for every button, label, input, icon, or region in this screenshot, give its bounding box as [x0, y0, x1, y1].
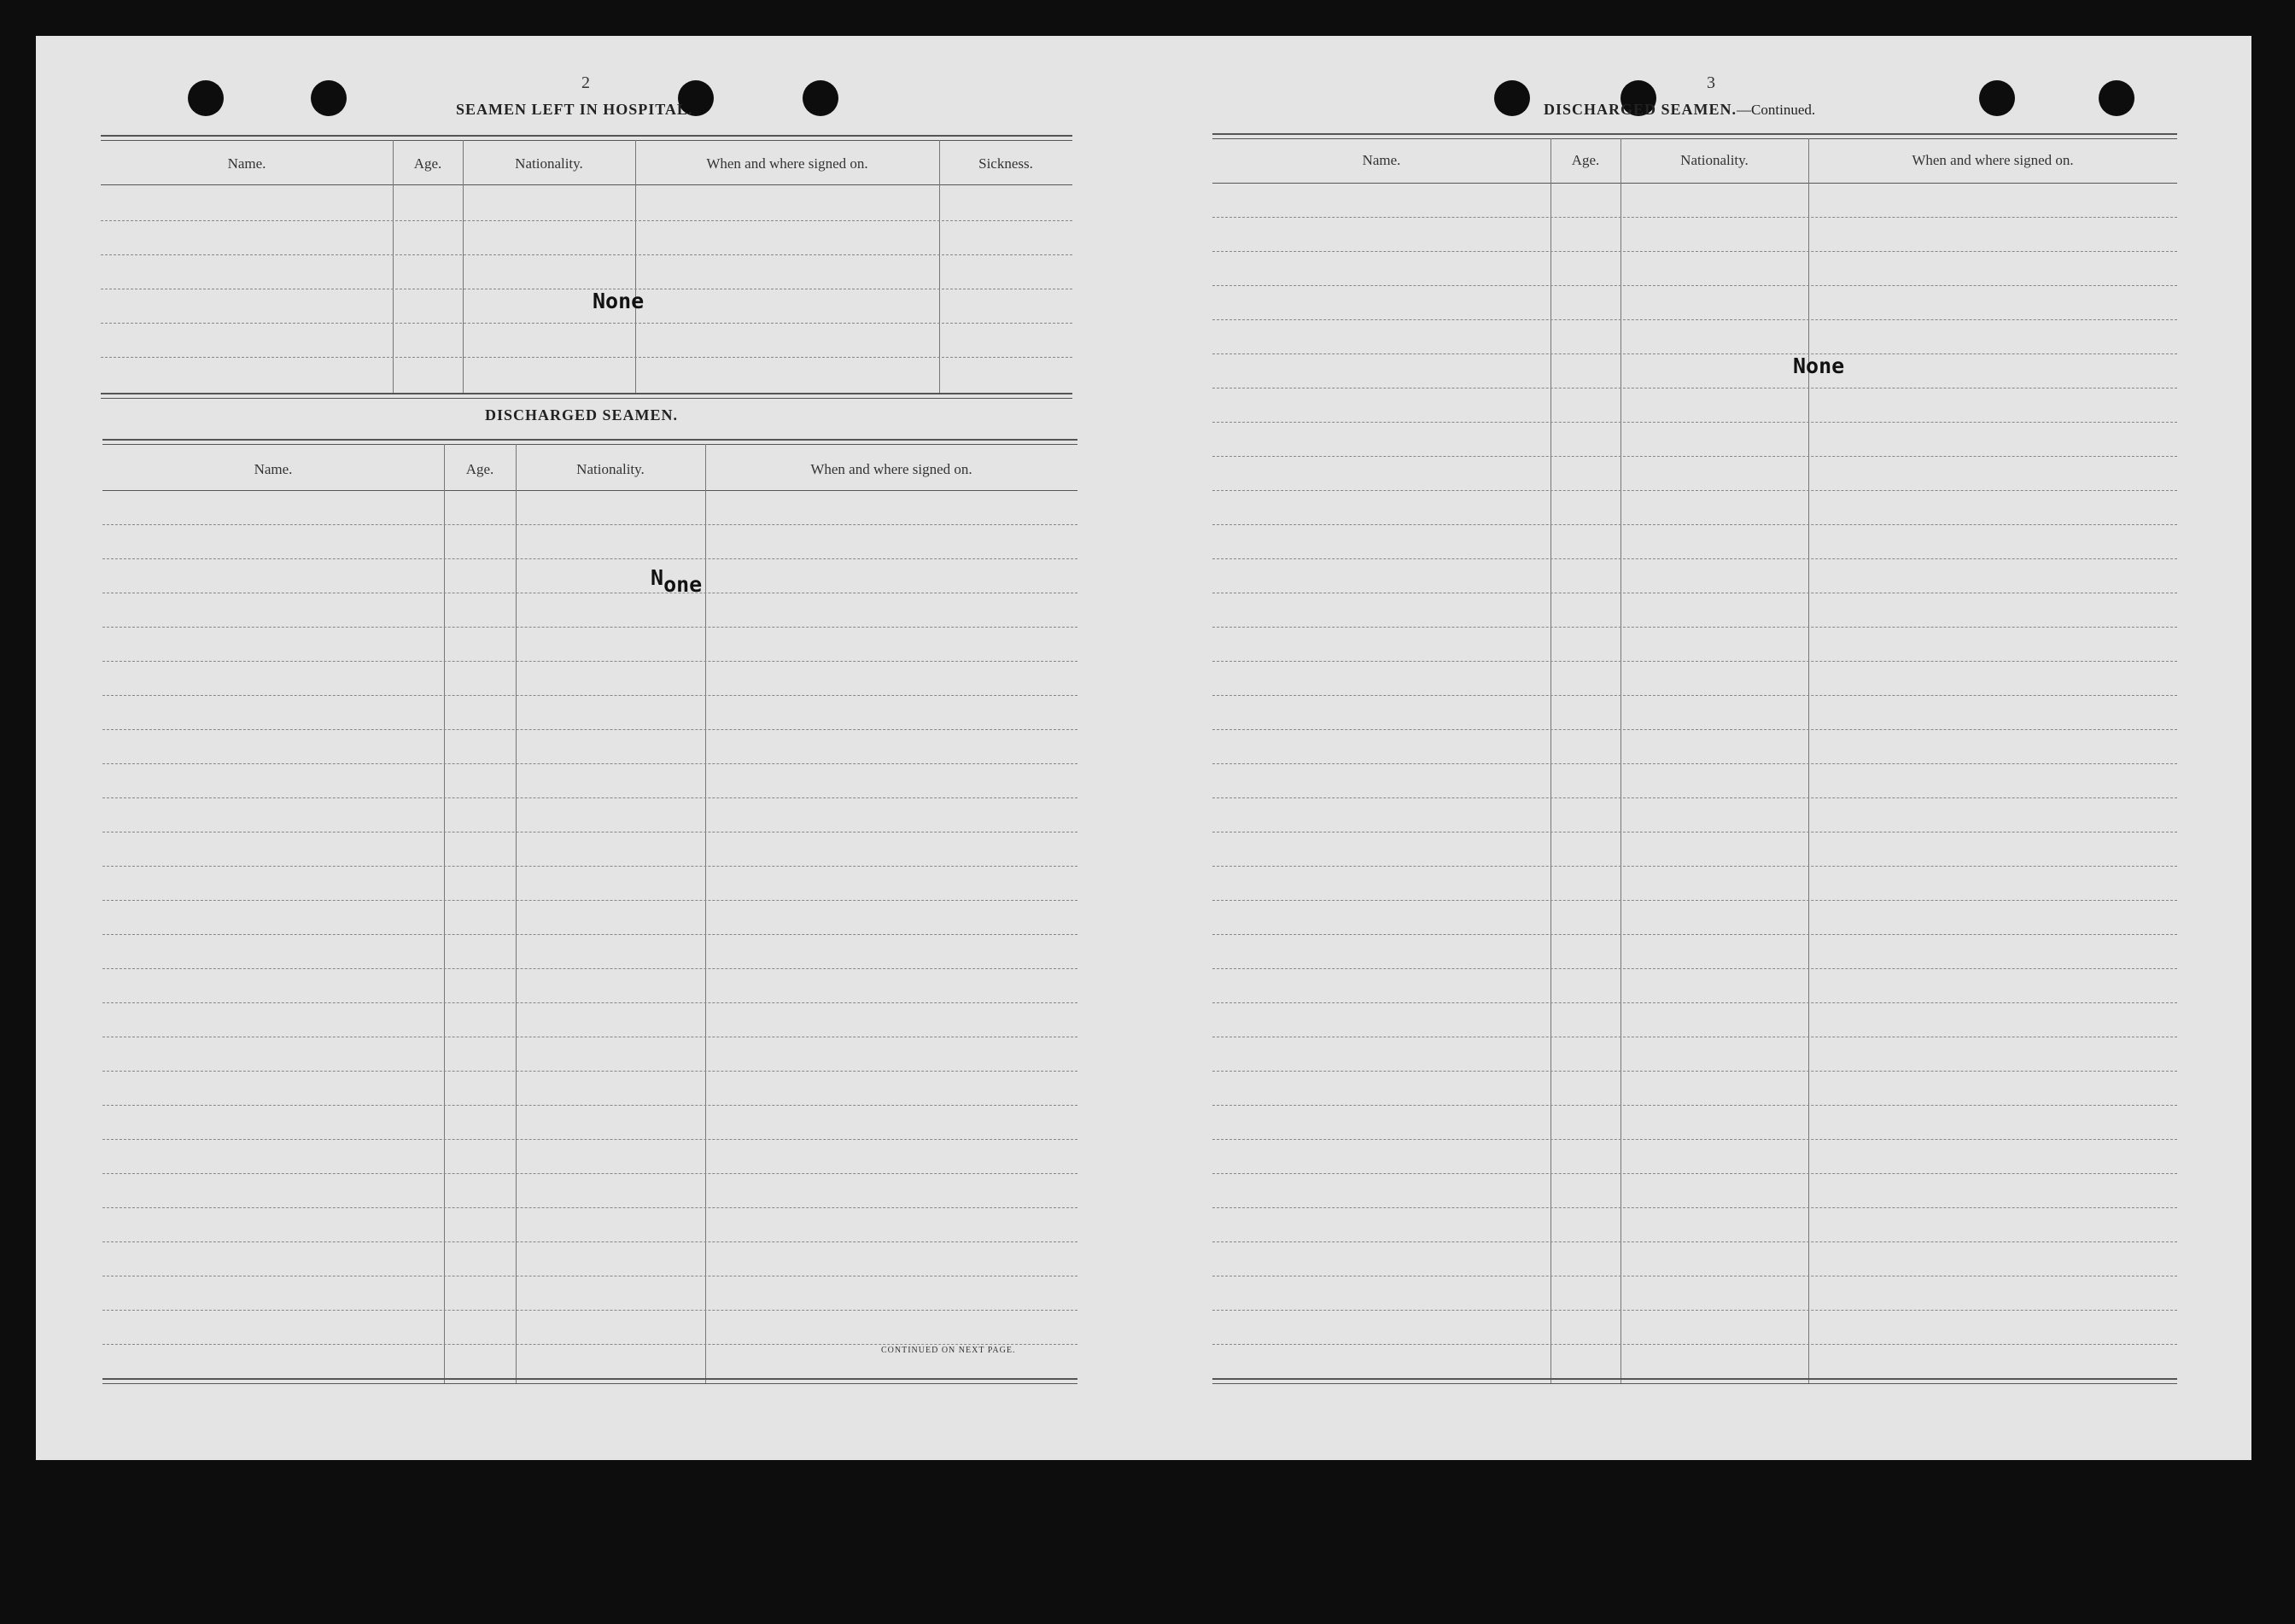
discharged-section-title: DISCHARGED SEAMEN.: [485, 406, 679, 424]
discharged-entry-right: None: [1793, 353, 1845, 378]
column-header-signed-on: When and where signed on.: [1912, 152, 2074, 168]
column-header-age: Age.: [1571, 152, 1600, 168]
punch-hole: [188, 80, 224, 116]
punch-hole: [2099, 80, 2134, 116]
discharged-entry-left: [651, 565, 703, 597]
column-header-nationality: Nationality.: [1680, 152, 1749, 168]
column-header-nationality: Nationality.: [515, 155, 583, 172]
column-header-name: Name.: [1362, 152, 1401, 168]
column-header-signed-on: When and where signed on.: [810, 461, 972, 477]
hospital-section-title: SEAMEN LEFT IN HOSPITAL.: [456, 101, 693, 118]
column-header-name: Name.: [254, 461, 293, 477]
right-section-title: [1544, 101, 1815, 119]
punch-hole: [803, 80, 838, 116]
column-header-age: Age.: [465, 461, 494, 477]
column-header-signed-on: When and where signed on.: [706, 155, 868, 172]
right-title-suffix: —Continued.: [1737, 102, 1816, 118]
continued-footer: CONTINUED ON NEXT PAGE.: [881, 1346, 1016, 1355]
discharged-table-left: [102, 439, 1077, 1387]
hospital-entry: None: [593, 289, 645, 313]
hospital-table: [101, 135, 1072, 401]
entry-rest: one: [663, 572, 703, 597]
discharged-table-right: [1212, 133, 2177, 1388]
column-header-sickness: Sickness.: [978, 155, 1033, 172]
right-title-main: DISCHARGED SEAMEN.: [1544, 101, 1737, 118]
page-number-left: 2: [581, 73, 590, 92]
column-header-nationality: Nationality.: [576, 461, 645, 477]
column-header-age: Age.: [413, 155, 442, 172]
punch-hole: [1494, 80, 1530, 116]
entry-first-letter: N: [651, 565, 664, 590]
column-header-name: Name.: [227, 155, 266, 172]
punch-hole: [311, 80, 347, 116]
punch-hole: [1979, 80, 2015, 116]
page-number-right: 3: [1707, 73, 1715, 92]
document-sheet: [36, 36, 2251, 1460]
